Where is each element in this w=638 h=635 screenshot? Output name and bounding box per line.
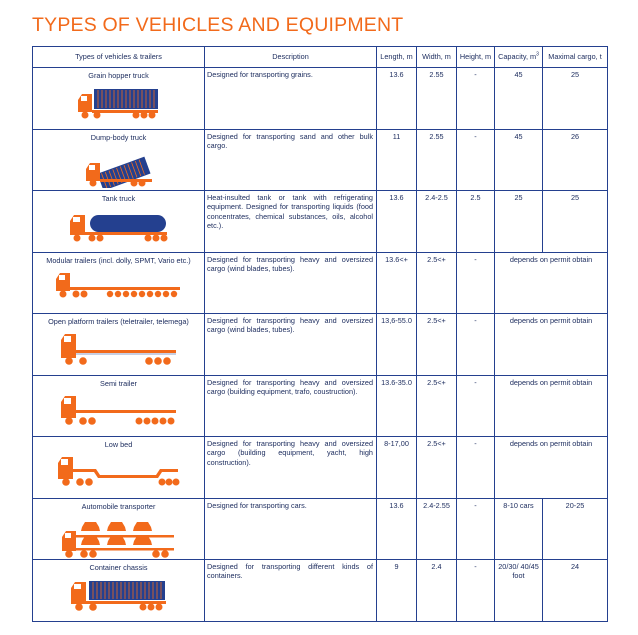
vehicle-name: Low bed <box>104 440 133 449</box>
vehicle-capacity: 45 <box>495 129 543 191</box>
vehicle-name-cell <box>33 191 205 253</box>
vehicle-name-cell <box>33 375 205 437</box>
header-capacity: Capacity, $m^3$ <box>495 47 543 68</box>
vehicle-name: Grain hopper truck <box>88 71 149 80</box>
vehicle-cargo: 25 <box>543 68 608 130</box>
low-bed-trailer-icon <box>56 455 182 487</box>
vehicle-width: 2.4 <box>417 560 457 622</box>
permit-note: depends on permit obtain <box>495 375 608 437</box>
vehicle-height: - <box>457 375 495 437</box>
table-row <box>33 560 608 622</box>
grain-hopper-truck-icon <box>76 86 162 120</box>
vehicle-width: 2.5<+ <box>417 375 457 437</box>
vehicle-height: 2.5 <box>457 191 495 253</box>
vehicle-height: - <box>457 68 495 130</box>
container-chassis-icon <box>69 578 169 612</box>
vehicle-description: Designed for transporting sand and other bulk cargo. <box>205 129 377 191</box>
header-width: Width, m <box>417 47 457 68</box>
vehicle-name-cell <box>33 437 205 499</box>
vehicle-description: Designed for transporting grains. <box>205 68 377 130</box>
vehicle-cargo: 25 <box>543 191 608 253</box>
header-length: Length, m <box>377 47 417 68</box>
vehicle-description: Designed for transporting heavy and oversized cargo (wind blades, tubes). <box>205 252 377 314</box>
vehicle-description: Designed for transporting cars. <box>205 498 377 560</box>
table-row <box>33 191 608 253</box>
vehicle-width: 2.5<+ <box>417 252 457 314</box>
vehicles-table <box>32 46 608 622</box>
vehicle-length: 13.6 <box>377 68 417 130</box>
vehicle-name: Modular trailers (incl. dolly, SPMT, Vario etc.) <box>46 255 191 265</box>
table-header-row <box>33 47 608 68</box>
vehicle-name: Automobile transporter <box>81 501 156 511</box>
vehicle-capacity: 20/30/ 40/45 foot <box>495 560 543 622</box>
table-row <box>33 314 608 376</box>
vehicle-length: 13.6 <box>377 191 417 253</box>
vehicle-length: 13.6<+ <box>377 252 417 314</box>
table-row <box>33 252 608 314</box>
dump-body-truck-icon <box>84 148 154 188</box>
vehicle-capacity: 45 <box>495 68 543 130</box>
vehicle-cargo: 26 <box>543 129 608 191</box>
vehicle-height: - <box>457 252 495 314</box>
vehicle-length: 13.6-35.0 <box>377 375 417 437</box>
vehicle-name: Dump-body truck <box>90 132 147 142</box>
vehicle-description: Designed for transporting heavy and oversized cargo (building equipment, trafo, coustruction). <box>205 375 377 437</box>
vehicle-name-cell <box>33 314 205 376</box>
vehicle-height: - <box>457 437 495 499</box>
vehicle-width: 2.4-2.55 <box>417 498 457 560</box>
table-row <box>33 375 608 437</box>
vehicle-width: 2.4-2.5 <box>417 191 457 253</box>
table-row <box>33 498 608 560</box>
table-row <box>33 437 608 499</box>
semi-trailer-icon <box>59 394 179 426</box>
vehicle-name: Open platform trailers (teletrailer, telemega) <box>48 317 189 326</box>
vehicle-name: Semi trailer <box>100 378 137 388</box>
vehicle-name-cell <box>33 252 205 314</box>
header-type: Types of vehicles & trailers <box>33 47 205 68</box>
vehicle-cargo: 24 <box>543 560 608 622</box>
vehicle-name: Tank truck <box>101 194 136 203</box>
vehicle-description: Designed for transporting different kinds of containers. <box>205 560 377 622</box>
vehicle-length: 13.6 <box>377 498 417 560</box>
vehicle-cargo: 20-25 <box>543 498 608 560</box>
vehicle-width: 2.5<+ <box>417 437 457 499</box>
table-row <box>33 129 608 191</box>
open-platform-trailer-icon <box>59 332 179 366</box>
car-transporter-icon <box>60 517 178 559</box>
table-row <box>33 68 608 130</box>
header-height: Height, m <box>457 47 495 68</box>
vehicle-width: 2.5<+ <box>417 314 457 376</box>
vehicle-name-cell <box>33 498 205 560</box>
vehicle-height: - <box>457 129 495 191</box>
vehicle-height: - <box>457 498 495 560</box>
permit-note: depends on permit obtain <box>495 437 608 499</box>
vehicle-length: 11 <box>377 129 417 191</box>
vehicle-length: 9 <box>377 560 417 622</box>
vehicle-name-cell <box>33 68 205 130</box>
vehicle-capacity: 25 <box>495 191 543 253</box>
vehicle-description: Heat-insulted tank or tank with refrigerating equipment. Designed for transporting liquids (food concentrates, chemical substances, oils, alcohol etc.). <box>205 191 377 253</box>
vehicle-length: 13,6-55.0 <box>377 314 417 376</box>
vehicle-name: Container chassis <box>89 563 148 572</box>
vehicle-width: 2.55 <box>417 68 457 130</box>
modular-trailer-icon <box>54 271 184 299</box>
vehicle-capacity: 8-10 cars <box>495 498 543 560</box>
permit-note: depends on permit obtain <box>495 314 608 376</box>
header-description: Description <box>205 47 377 68</box>
vehicle-width: 2.55 <box>417 129 457 191</box>
vehicle-name-cell <box>33 560 205 622</box>
vehicle-name-cell <box>33 129 205 191</box>
vehicle-description: Designed for transporting heavy and oversized cargo (building equipment, yacht, high construction). <box>205 437 377 499</box>
vehicle-length: 8-17,00 <box>377 437 417 499</box>
vehicle-height: - <box>457 560 495 622</box>
tank-truck-icon <box>68 209 170 243</box>
vehicle-height: - <box>457 314 495 376</box>
page-title: TYPES OF VEHICLES AND EQUIPMENT <box>32 14 404 36</box>
header-cargo: Maximal cargo, t <box>543 47 608 68</box>
permit-note: depends on permit obtain <box>495 252 608 314</box>
vehicle-description: Designed for transporting heavy and oversized cargo (wind blades, tubes). <box>205 314 377 376</box>
